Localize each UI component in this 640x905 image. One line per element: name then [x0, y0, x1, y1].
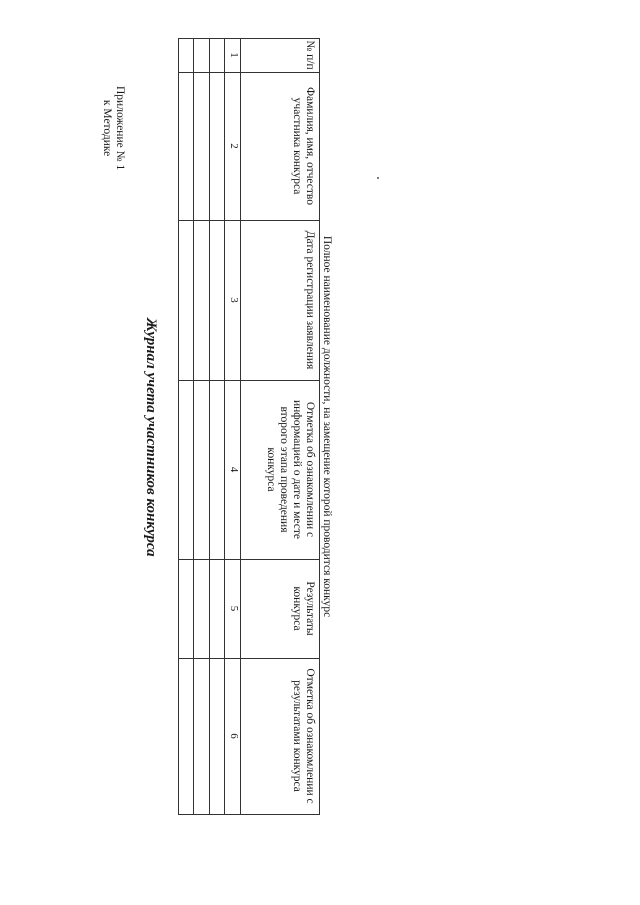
appendix-note — [100, 86, 126, 170]
stray-mark — [377, 177, 379, 179]
column-number-6: 6 — [228, 733, 240, 739]
header-number: № п/п — [304, 40, 316, 70]
participants-table — [178, 38, 333, 815]
document-title: Журнал учета участников конкурса — [143, 318, 159, 557]
header-second-stage-notice: Отметка об ознакомлении с информацией о дате и месте второго этапа проведения конкурса — [265, 399, 316, 540]
appendix-line-1: Приложение № 1 — [114, 86, 126, 171]
column-divider — [178, 220, 320, 221]
column-number-5: 5 — [228, 605, 240, 612]
column-divider — [178, 658, 320, 659]
header-results: Результаты конкурса — [291, 581, 316, 636]
column-divider — [178, 559, 320, 560]
column-number-4: 4 — [228, 466, 240, 473]
header-registration-date: Дата регистрации заявления — [304, 230, 316, 370]
column-number-2: 2 — [228, 143, 240, 149]
table-caption: Полное наименование должности, на замещение которой проводится конкурс — [321, 235, 333, 618]
appendix-line-2: к Методике — [101, 99, 113, 157]
table-border-top — [319, 38, 320, 815]
table-border-right — [178, 814, 320, 815]
column-number-3: 3 — [228, 297, 240, 303]
header-full-name: Фамилия, имя, отчество участника конкурса — [291, 86, 316, 206]
row-divider — [224, 38, 225, 815]
table-border-bottom — [178, 38, 179, 815]
row-divider — [193, 38, 194, 815]
row-divider — [209, 38, 210, 815]
header-divider — [240, 38, 241, 815]
column-number-1: 1 — [228, 52, 240, 58]
column-divider — [178, 380, 320, 381]
column-divider — [178, 72, 320, 73]
header-results-notice: Отметка об ознакомлении с результатами конкурса — [291, 668, 316, 804]
table-border-left — [178, 38, 320, 39]
